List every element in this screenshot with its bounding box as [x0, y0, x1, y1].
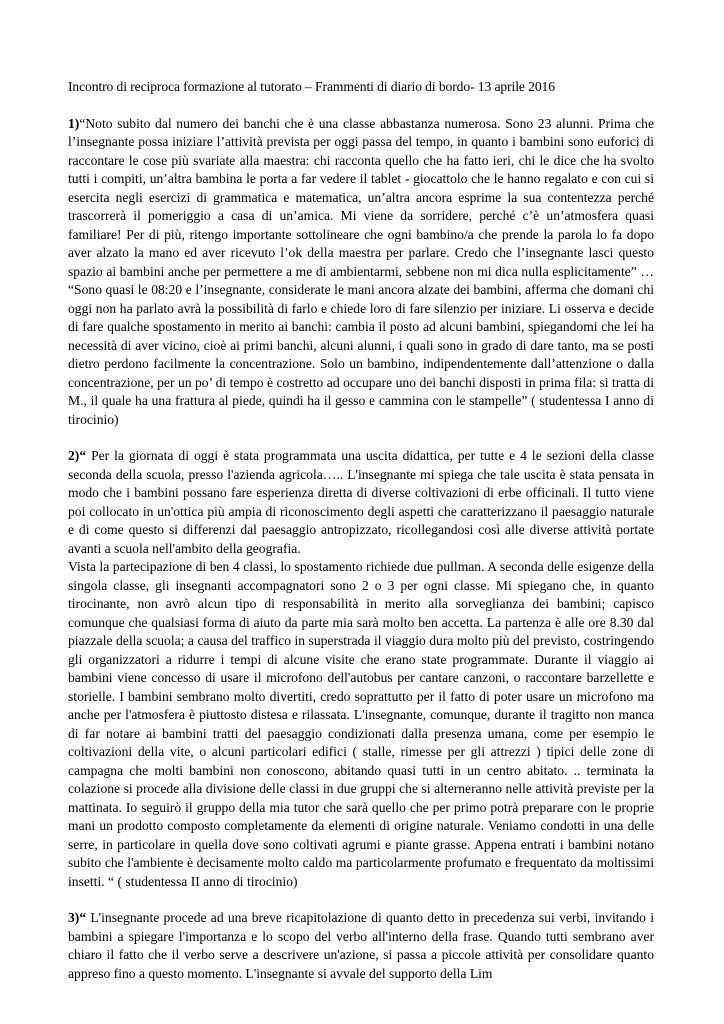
document-page: [68, 78, 654, 983]
section-3-number: 3)“: [68, 910, 87, 925]
section-2-text-1: Per la giornata di oggi è stata programmata una uscita didattica, per tutte e 4 le sezioni della classe seconda della scuola, presso l'azienda agricola….. L'insegnante mi spiega che tale uscita è stata pensata in modo che i bambini possano fare esperienza diretta di diverse coltivazioni di erbe officinali. Il tutto viene poi collocato in un'ottica più ampia di riconoscimento degli aspetti che caratterizzano il paesaggio naturale e di come questo si differenzi dal paesaggio antropizzato, ricollegandosi così alle diverse attività portate avanti a scuola nell'ambito della geografia.: [68, 448, 654, 556]
document-title: Incontro di reciproca formazione al tutorato – Frammenti di diario di bordo- 13 aprile 2016: [68, 79, 555, 94]
section-3-paragraph-1: [68, 909, 654, 983]
section-2-paragraph-2: [68, 558, 654, 891]
section-2-number: 2)“: [68, 448, 87, 463]
section-1-paragraph-1: [68, 115, 654, 430]
section-1-text: “Noto subito dal numero dei banchi che è una classe abbastanza numerosa. Sono 23 alunni. Prima che l’insegnante possa iniziare l’attività prevista per oggi passa del tempo, in quanto i bambini sono euforici di raccontare le cose più svariate alla maestra: chi racconta quello che ha fatto ieri, chi le dice che ha svolto tutti i compiti, un’altra bambina le porta a far vedere il tablet - giocattolo che le hanno regalato e con cui si esercita negli esercizi di grammatica e matematica, un’altra ancora esprime la sua contentezza perché trascorrerà il pomeriggio a casa di un’amica. Mi viene da sorridere, perché c’è un’atmosfera quasi familiare! Per di più, ritengo importante sottolineare che ogni bambino/a che prende la parola lo fa dopo aver alzato la mano ed aver ricevuto l’ok della maestra per parlare. Credo che l’insegnante lasci questo spazio ai bambini anche per permettere a me di ambientarmi, sebbene non mi dica nulla esplicitamente” … “Sono quasi le 08:20 e l’insegnante, considerate le mani ancora alzate dei bambini, afferma che domani chi oggi non ha parlato avrà la possibilità di farlo e chiede loro di fare silenzio per iniziare. Li osserva e decide di fare qualche spostamento in merito ai banchi: cambia il posto ad alcuni bambini, spiegandomi che lei ha necessità di aver vicino, cioè ai primi banchi, alcuni alunni, i quali sono in grado di dare tanto, ma se posti dietro perdono facilmente la concentrazione. Solo un bambino, indipendentemente dall’attenzione o dalla concentrazione, per un po’ di tempo è costretto ad occupare uno dei banchi disposti in prima fila: si tratta di M., il quale ha una frattura al piede, quindi ha il gesso e cammina con le stampelle” ( studentessa I anno di tirocinio): [68, 115, 654, 427]
section-2-text-2: Vista la partecipazione di ben 4 classi, lo spostamento richiede due pullman. A seconda delle esigenze della singola classe, gli insegnanti accompagnatori sono 2 o 3 per ogni classe. Mi spiegano che, in quanto tirocinante, non avrò alcun tipo di responsabilità in merito alla sorveglianza dei bambini; capisco comunque che qualsiasi forma di aiuto da parte mia sarà molto ben accetta. La partenza è alle ore 8.30 dal piazzale della scuola; a causa del traffico in superstrada il viaggio dura molto più del previsto, costringendo gli organizzatori a ridurre i tempi di alcune visite che erano state programmate. Durante il viaggio ai bambini viene concesso di usare il microfono dell'autobus per cantare canzoni, o raccontare barzellette e storielle. I bambini sembrano molto divertiti, credo soprattutto per il fatto di poter usare un microfono ma anche per l'atmosfera è piuttosto distesa e rilassata. L'insegnante, comunque, durante il tragitto non manca di far notare ai bambini tratti del paesaggio condizionati dalla presenza umana, come per esempio le coltivazioni della vite, o alcuni particolari edifici ( stalle, rimesse per gli attrezzi ) tipici delle zone di campagna che molti bambini non conoscono, abitando quasi tutti in un centro abitato. .. terminata la colazione si procede alla divisione delle classi in due gruppi che si alterneranno nelle attività previste per la mattinata. Io seguirò il gruppo della mia tutor che sarà quello che per primo potrà preparare con le proprie mani un prodotto composto completamente da elementi di origine naturale. Veniamo condotti in una delle serre, in particolare in quella dove sono coltivati agrumi e piante grasse. Appena entrati i bambini notano subito che l'ambiente è decisamente molto caldo ma particolarmente profumato e frequentato da moltissimi insetti. “ ( studentessa II anno di tirocinio): [68, 559, 654, 889]
section-2-paragraph-1: [68, 447, 654, 558]
section-1-number: 1): [68, 115, 80, 131]
section-3-text: L'insegnante procede ad una breve ricapitolazione di quanto detto in precedenza sui verbi, invitando i bambini a spiegare l'importanza e lo scopo del verbo all'interno della frase. Quando tutti sembrano aver chiaro il fatto che il verbo serve a descrivere un'azione, si passa a piccole attività per consolidare quanto appreso fino a questo momento. L'insegnante si avvale del supporto della Lim: [68, 910, 654, 981]
